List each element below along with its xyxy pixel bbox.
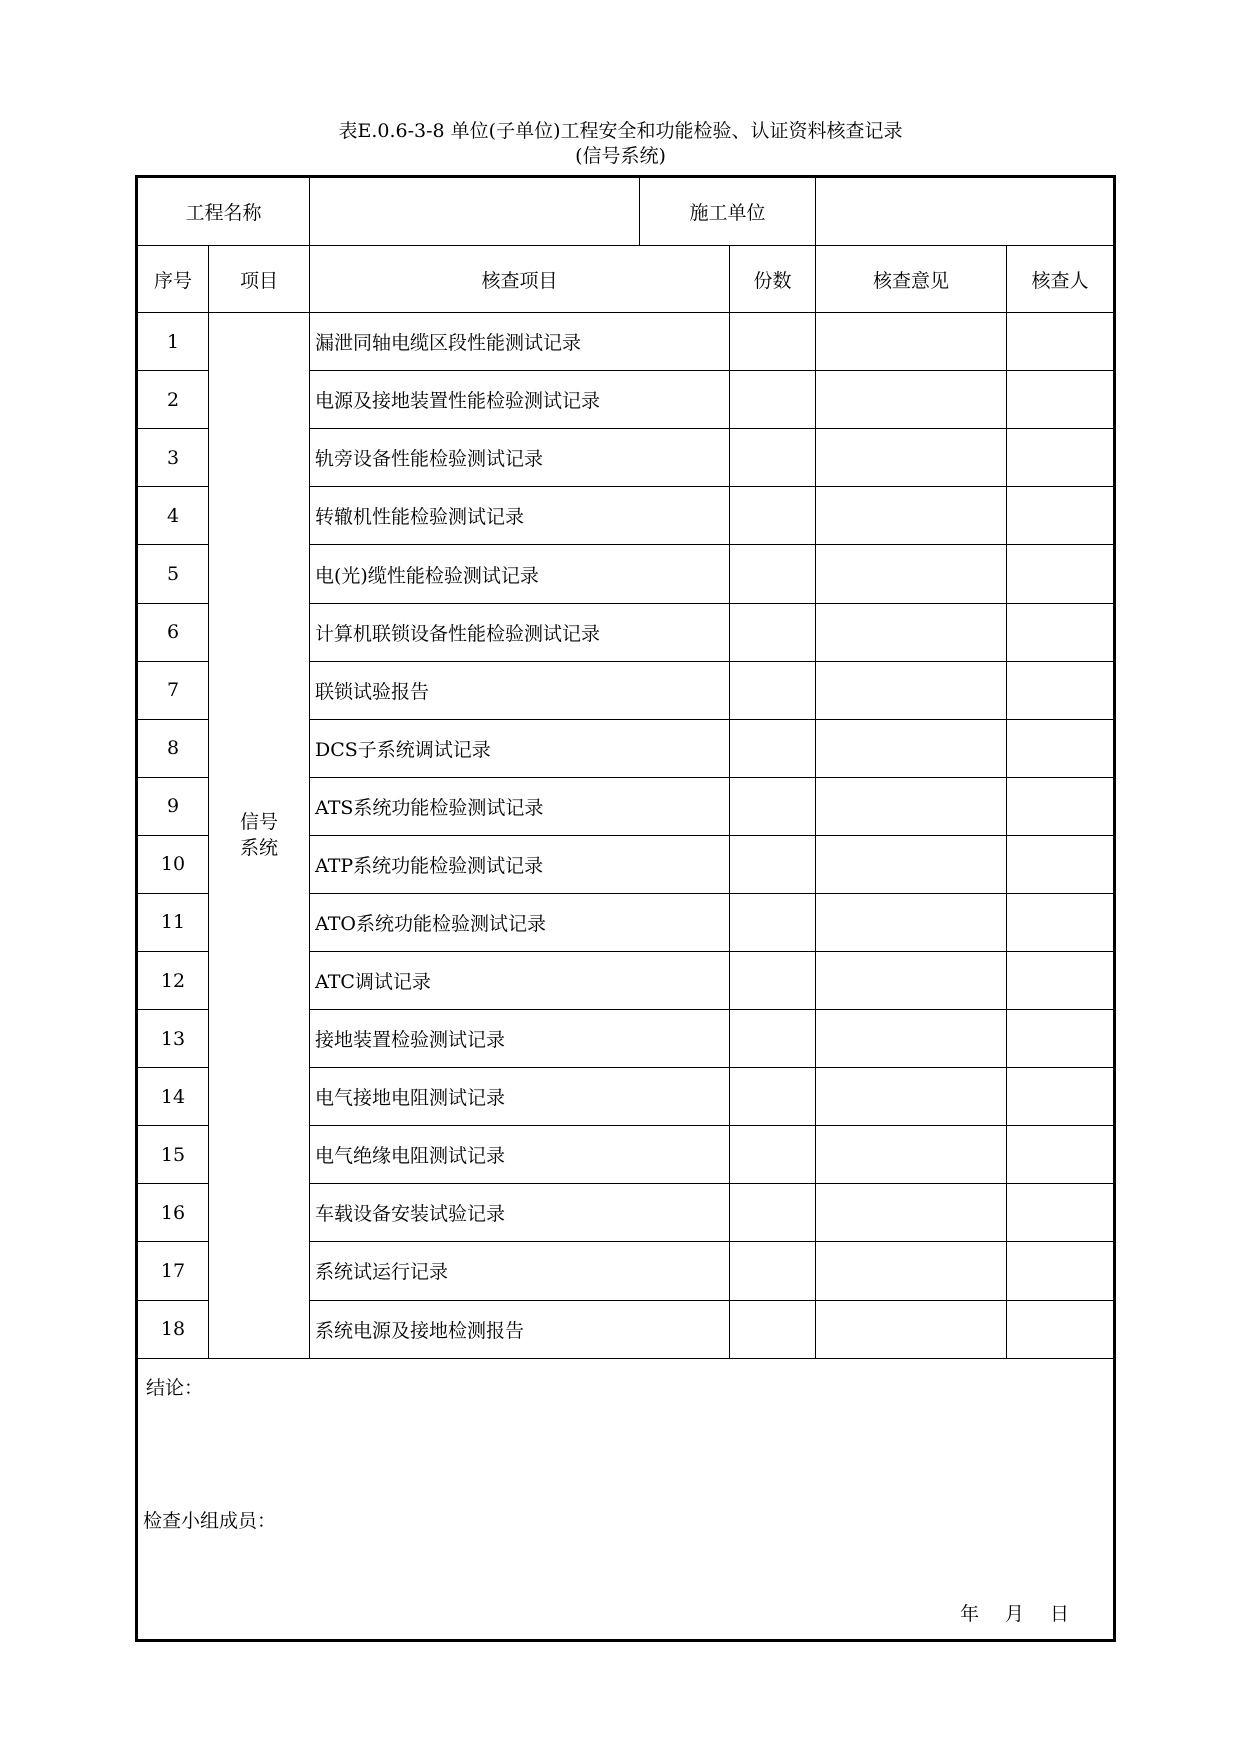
table-row [137,313,1115,371]
row-number: 18 [137,1300,209,1358]
copies-cell[interactable] [730,1242,816,1300]
check-item-name: 系统电源及接地检测报告 [310,1300,730,1358]
inspection-record-table [135,175,1116,1642]
copies-cell[interactable] [730,1126,816,1184]
project-group-cell [209,313,310,1358]
check-item-name: 电源及接地装置性能检验测试记录 [310,371,730,429]
copies-cell[interactable] [730,1010,816,1068]
row-number: 17 [137,1242,209,1300]
project-name-label: 工程名称 [137,177,310,246]
copies-cell[interactable] [730,545,816,603]
col-seq-header: 序号 [137,246,209,313]
project-info-row [137,177,1115,246]
copies-cell[interactable] [730,835,816,893]
copies-cell[interactable] [730,661,816,719]
row-number: 15 [137,1126,209,1184]
conclusion-cell[interactable] [137,1358,1115,1640]
check-item-name: DCS子系统调试记录 [310,719,730,777]
row-number: 12 [137,952,209,1010]
opinion-cell[interactable] [816,371,1007,429]
checker-cell[interactable] [1007,1300,1115,1358]
opinion-cell[interactable] [816,1010,1007,1068]
check-item-name: 漏泄同轴电缆区段性能测试记录 [310,313,730,371]
opinion-cell[interactable] [816,661,1007,719]
column-header-row [137,246,1115,313]
check-item-name: ATP系统功能检验测试记录 [310,835,730,893]
check-item-name: 联锁试验报告 [310,661,730,719]
opinion-cell[interactable] [816,1068,1007,1126]
conclusion-row [137,1358,1115,1640]
opinion-cell[interactable] [816,545,1007,603]
row-number: 3 [137,429,209,487]
row-number: 4 [137,487,209,545]
check-item-name: ATO系统功能检验测试记录 [310,893,730,951]
checker-cell[interactable] [1007,1068,1115,1126]
checker-cell[interactable] [1007,1184,1115,1242]
check-item-name: 转辙机性能检验测试记录 [310,487,730,545]
checker-cell[interactable] [1007,1242,1115,1300]
opinion-cell[interactable] [816,429,1007,487]
form-subtitle: (信号系统) [575,145,666,167]
row-number: 16 [137,1184,209,1242]
checker-cell[interactable] [1007,835,1115,893]
check-item-name: 系统试运行记录 [310,1242,730,1300]
row-number: 11 [137,893,209,951]
col-check-item-header: 核查项目 [310,246,730,313]
opinion-cell[interactable] [816,487,1007,545]
contractor-label: 施工单位 [640,177,816,246]
row-number: 13 [137,1010,209,1068]
row-number: 6 [137,603,209,661]
check-item-name: 电(光)缆性能检验测试记录 [310,545,730,603]
copies-cell[interactable] [730,487,816,545]
checker-cell[interactable] [1007,777,1115,835]
check-item-name: 电气绝缘电阻测试记录 [310,1126,730,1184]
checker-cell[interactable] [1007,429,1115,487]
checker-cell[interactable] [1007,371,1115,429]
row-number: 8 [137,719,209,777]
form-title: 表E.0.6-3-8 单位(子单位)工程安全和功能检验、认证资料核查记录 [338,120,903,142]
opinion-cell[interactable] [816,952,1007,1010]
copies-cell[interactable] [730,1300,816,1358]
opinion-cell[interactable] [816,313,1007,371]
opinion-cell[interactable] [816,1242,1007,1300]
project-group-label: 信号 系统 [240,811,279,860]
opinion-cell[interactable] [816,1300,1007,1358]
checker-cell[interactable] [1007,545,1115,603]
opinion-cell[interactable] [816,603,1007,661]
row-number: 1 [137,313,209,371]
copies-cell[interactable] [730,371,816,429]
col-opinion-header: 核查意见 [816,246,1007,313]
copies-cell[interactable] [730,719,816,777]
project-name-field[interactable] [310,177,640,246]
date-label: 年 月 日 [959,1602,1070,1625]
opinion-cell[interactable] [816,719,1007,777]
row-number: 7 [137,661,209,719]
check-item-name: ATS系统功能检验测试记录 [310,777,730,835]
row-number: 2 [137,371,209,429]
col-item-header: 项目 [209,246,310,313]
checker-cell[interactable] [1007,952,1115,1010]
col-checker-header: 核查人 [1007,246,1115,313]
check-item-name: 计算机联锁设备性能检验测试记录 [310,603,730,661]
check-item-name: 车载设备安装试验记录 [310,1184,730,1242]
checker-cell[interactable] [1007,487,1115,545]
checker-cell[interactable] [1007,1010,1115,1068]
copies-cell[interactable] [730,893,816,951]
checker-cell[interactable] [1007,1126,1115,1184]
copies-cell[interactable] [730,429,816,487]
copies-cell[interactable] [730,313,816,371]
contractor-field[interactable] [816,177,1115,246]
copies-cell[interactable] [730,1068,816,1126]
copies-cell[interactable] [730,952,816,1010]
check-item-name: 电气接地电阻测试记录 [310,1068,730,1126]
checker-cell[interactable] [1007,661,1115,719]
copies-cell[interactable] [730,777,816,835]
row-number: 9 [137,777,209,835]
checker-cell[interactable] [1007,313,1115,371]
checker-cell[interactable] [1007,719,1115,777]
check-item-name: 轨旁设备性能检验测试记录 [310,429,730,487]
conclusion-label: 结论： [146,1376,204,1399]
copies-cell[interactable] [730,603,816,661]
opinion-cell[interactable] [816,893,1007,951]
check-item-name: ATC调试记录 [310,952,730,1010]
check-item-name: 接地装置检验测试记录 [310,1010,730,1068]
copies-cell[interactable] [730,1184,816,1242]
checker-cell[interactable] [1007,893,1115,951]
checker-cell[interactable] [1007,603,1115,661]
opinion-cell[interactable] [816,777,1007,835]
row-number: 14 [137,1068,209,1126]
col-copies-header: 份数 [730,246,816,313]
row-number: 10 [137,835,209,893]
row-number: 5 [137,545,209,603]
opinion-cell[interactable] [816,1184,1007,1242]
opinion-cell[interactable] [816,835,1007,893]
opinion-cell[interactable] [816,1126,1007,1184]
inspection-team-members-label: 检查小组成员： [143,1509,277,1532]
